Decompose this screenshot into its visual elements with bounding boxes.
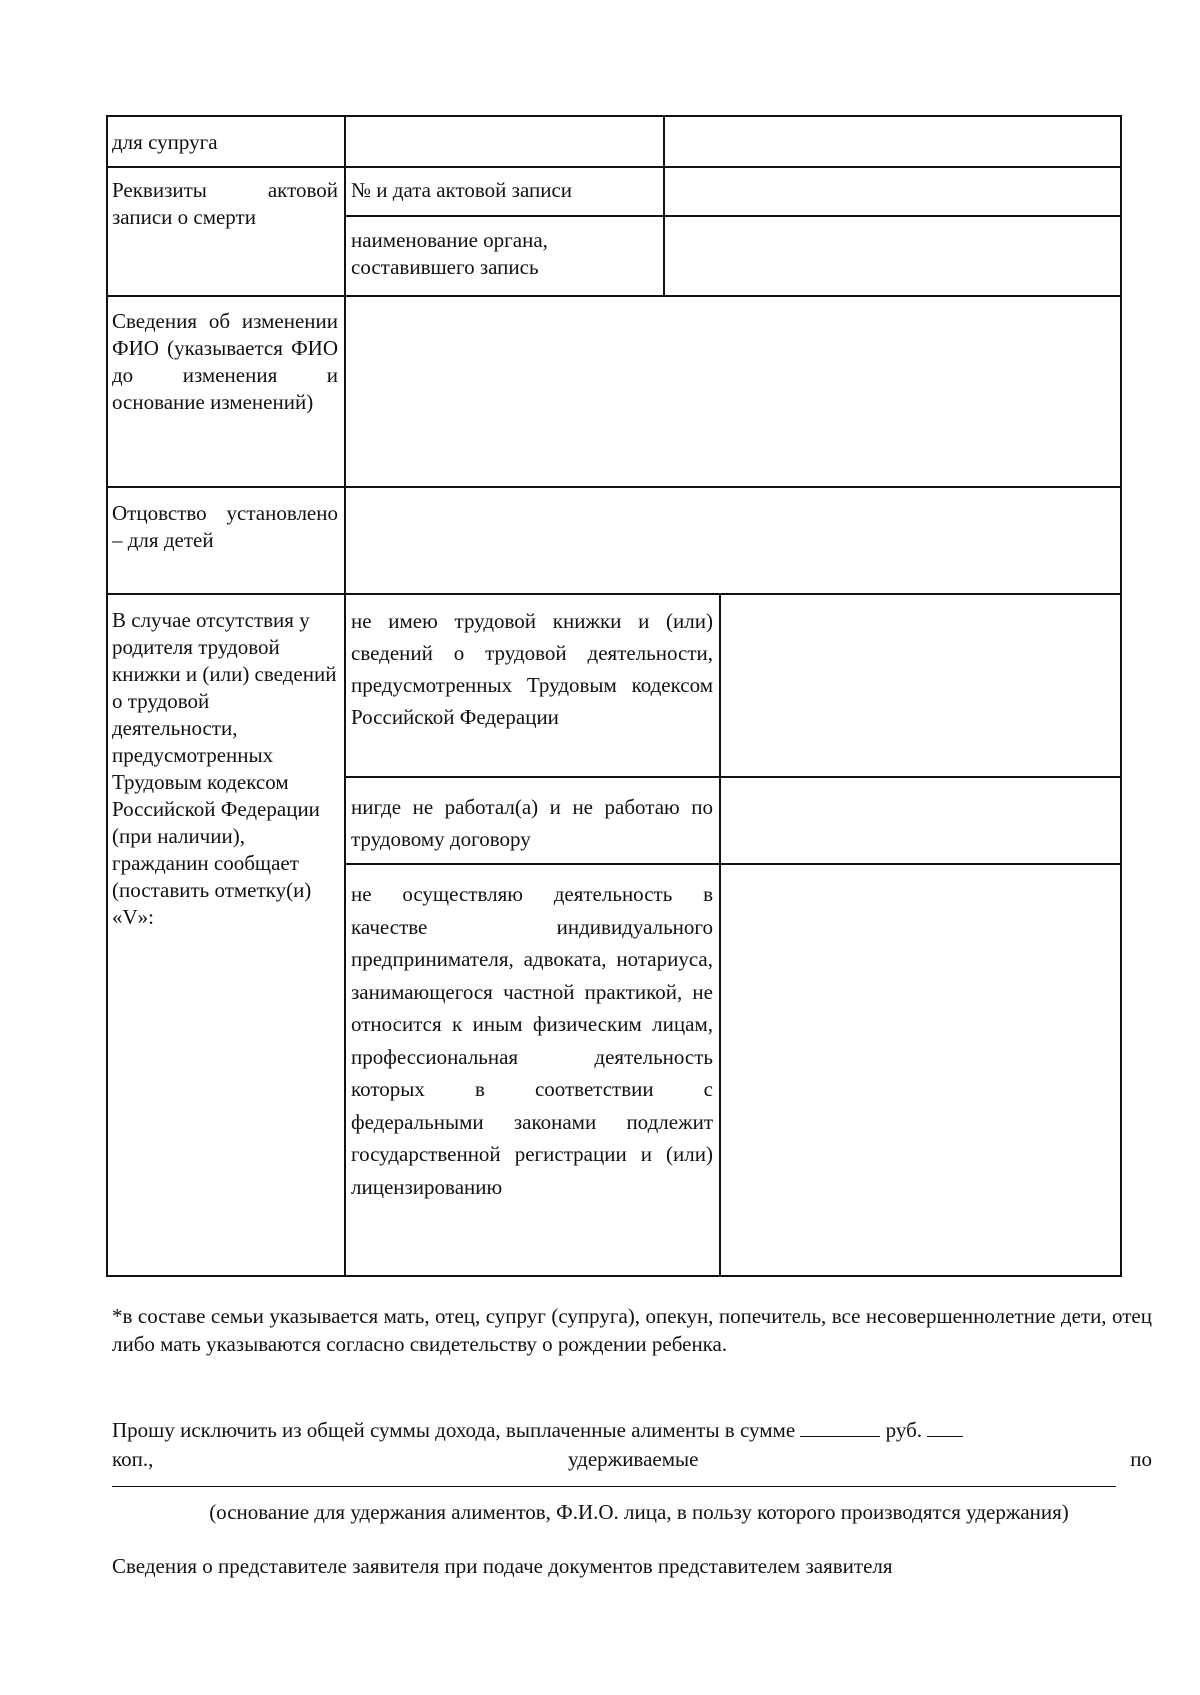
death-record-authority-field[interactable] <box>667 217 1117 295</box>
work-option-no-workbook: не имею трудовой книжки и (или) сведений о трудовой деятельности, предусмотренных Трудовым кодексом Российской Федерации <box>351 609 713 729</box>
work-option-never-worked-mark[interactable] <box>723 778 1118 863</box>
alimony-basis-field[interactable] <box>112 1486 1116 1487</box>
death-record-number-date-field[interactable] <box>667 168 1117 215</box>
alimony-line-2 <box>112 1445 1152 1473</box>
work-option-no-business-mark[interactable] <box>723 865 1118 1275</box>
representative-heading: Сведения о представителе заявителя при подаче документов представителем заявителя <box>112 1554 893 1578</box>
alimony-amount-rub-field[interactable] <box>800 1418 880 1437</box>
spouse-row-label: для супруга <box>112 130 218 154</box>
alimony-request-text: Прошу исключить из общей суммы дохода, выплаченные алименты в сумме <box>112 1418 796 1442</box>
work-record-label: В случае отсутствия у родителя трудовой книжки и (или) сведений о трудовой деятельности, предусмотренных Трудовым кодексом Российской Федерации (при наличии), гражданин сообщает (поставить отметку(и) «V»: <box>112 608 337 929</box>
death-record-number-date-label: № и дата актовой записи <box>351 178 573 202</box>
paternity-field[interactable] <box>348 488 1118 593</box>
alimony-po-label: по <box>1130 1447 1152 1471</box>
death-record-label: Реквизиты актовой записи о смерти <box>112 178 338 229</box>
alimony-rub-label: руб. <box>885 1418 923 1442</box>
work-option-no-business: не осуществляю деятельность в качестве индивидуального предпринимателя, адвоката, нотариуса, занимающегося частной практикой, не относится к иным физическим лицам, профессиональная деятельность которых в соответствии с федеральными законами подлежит государственной регистрации и (или) лицензированию <box>351 882 713 1199</box>
work-option-no-workbook-mark[interactable] <box>723 595 1118 776</box>
death-record-authority-label: наименование органа, составившего запись <box>351 228 548 279</box>
form-table <box>106 115 1122 1277</box>
paternity-label: Отцовство установлено – для детей <box>112 501 338 552</box>
family-footnote: *в составе семьи указывается мать, отец, супруг (супруга), опекун, попечитель, все несовершеннолетние дети, отец либо мать указываются согласно свидетельству о рождении ребенка. <box>112 1304 1152 1356</box>
spouse-field-1[interactable] <box>348 117 660 166</box>
spouse-field-2[interactable] <box>667 117 1117 166</box>
alimony-withheld-label: удерживаемые <box>568 1447 699 1471</box>
name-change-field[interactable] <box>348 297 1118 486</box>
alimony-amount-kop-field[interactable] <box>927 1418 963 1437</box>
name-change-label: Сведения об изменении ФИО (указывается ФИО до изменения и основание изменений) <box>112 309 338 414</box>
alimony-line-1 <box>112 1416 1152 1444</box>
work-option-never-worked: нигде не работал(а) и не работаю по трудовому договору <box>351 795 713 851</box>
alimony-basis-caption: (основание для удержания алиментов, Ф.И.О. лица, в пользу которого производятся удержания) <box>209 1500 1069 1524</box>
alimony-kop-label: коп., <box>112 1447 154 1471</box>
